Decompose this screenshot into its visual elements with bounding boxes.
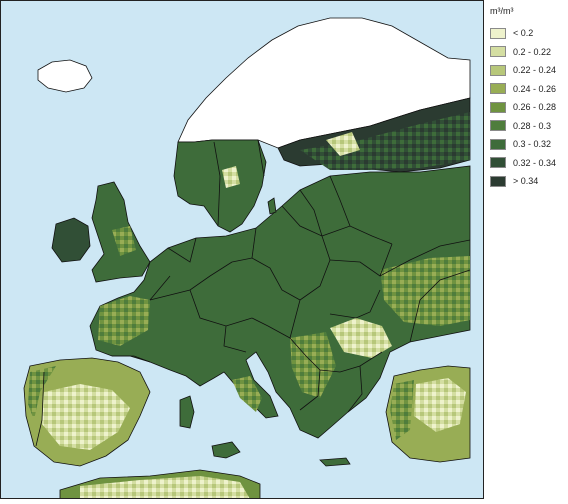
legend-item — [490, 172, 566, 191]
legend-label: < 0.2 — [513, 28, 534, 39]
legend-label: 0.28 - 0.3 — [513, 120, 552, 131]
legend-swatch — [490, 120, 506, 131]
legend-item — [490, 24, 566, 43]
legend-label: 0.22 - 0.24 — [513, 65, 557, 76]
legend-label: 0.24 - 0.26 — [513, 83, 557, 94]
legend-label: > 0.34 — [513, 176, 539, 187]
legend-label: 0.32 - 0.34 — [513, 157, 557, 168]
legend-label: 0.26 - 0.28 — [513, 102, 557, 113]
legend-swatch — [490, 65, 506, 76]
legend-item — [490, 98, 566, 117]
legend-swatch — [490, 102, 506, 113]
legend-item — [490, 154, 566, 173]
legend-item — [490, 117, 566, 136]
legend-label: 0.2 - 0.22 — [513, 46, 552, 57]
legend-label: 0.3 - 0.32 — [513, 139, 552, 150]
legend-unit-label: m³/m³ — [490, 6, 514, 16]
legend-swatch — [490, 139, 506, 150]
legend-swatch — [490, 83, 506, 94]
legend-item — [490, 135, 566, 154]
legend-swatch — [490, 46, 506, 57]
legend-item — [490, 43, 566, 62]
legend-item — [490, 80, 566, 99]
legend-item — [490, 61, 566, 80]
legend-items — [490, 24, 566, 191]
legend-swatch — [490, 176, 506, 187]
map-legend — [490, 4, 566, 191]
legend-swatch — [490, 157, 506, 168]
legend-swatch — [490, 28, 506, 39]
